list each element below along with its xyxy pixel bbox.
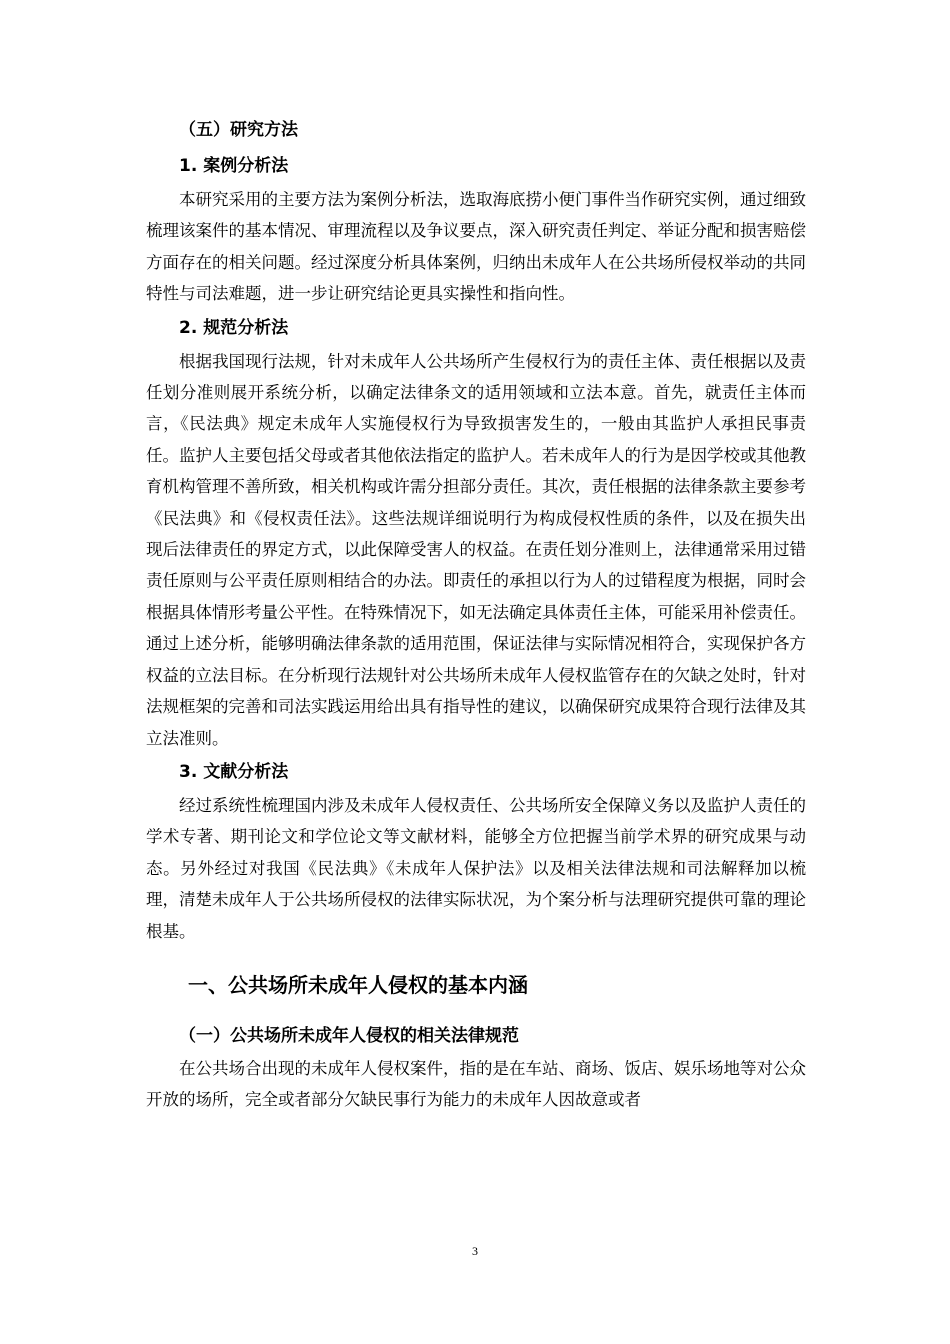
method-heading-literature-analysis: 3. 文献分析法 — [179, 761, 289, 782]
paragraph-normative-analysis: 根据我国现行法规，针对未成年人公共场所产生侵权行为的责任主体、责任根据以及责任划分准则展开系统分析，以确定法律条文的适用领域和立法本意。首先，就责任主体而言，《民法典》规定未成年人实施侵权行为导致损害发生的，一般由其监护人承担民事责任。监护人主要包括父母或者其他依法指定的监护人。若未成年人的行为是因学校或其他教育机构管理不善所致，相关机构或许需分担部分责任。其次，责任根据的法律条款主要参考《民法典》和《侵权责任法》。这些法规详细说明行为构成侵权性质的条件，以及在损失出现后法律责任的界定方式，以此保障受害人的权益。在责任划分准则上，法律通常采用过错责任原则与公平责任原则相结合的办法。即责任的承担以行为人的过错程度为根据，同时会根据具体情形考量公平性。在特殊情况下，如无法确定具体责任主体，可能采用补偿责任。通过上述分析，能够明确法律条款的适用范围，保证法律与实际情况相符合，实现保护各方权益的立法目标。在分析现行法规针对公共场所未成年人侵权监管存在的欠缺之处时，针对法规框架的完善和司法实践运用给出具有指导性的建议，以确保研究成果符合现行法律及其立法准则。 — [146, 351, 806, 748]
method-heading-case-analysis: 1. 案例分析法 — [179, 156, 289, 176]
subsection-heading-legal-norms: （一）公共场所未成年人侵权的相关法律规范 — [179, 1025, 519, 1046]
section-heading-research-methods: （五）研究方法 — [179, 120, 298, 140]
page-number: 3 — [472, 1244, 478, 1258]
chapter-heading: 一、公共场所未成年人侵权的基本内涵 — [188, 972, 528, 997]
paragraph-literature-analysis: 经过系统性梳理国内涉及未成年人侵权责任、公共场所安全保障义务以及监护人责任的学术专著、期刊论文和学位论文等文献材料，能够全方位把握当前学术界的研究成果与动态。另外经过对我国《民法典》《未成年人保护法》以及相关法律法规和司法解释加以梳理，清楚未成年人于公共场所侵权的法律实际状况，为个案分析与法理研究提供可靠的理论根基。 — [146, 795, 806, 941]
paragraph-case-analysis: 本研究采用的主要方法为案例分析法，选取海底捞小便门事件当作研究实例，通过细致梳理该案件的基本情况、审理流程以及争议要点，深入研究责任判定、举证分配和损害赔偿方面存在的相关问题。经过深度分析具体案例，归纳出未成年人在公共场所侵权举动的共同特性与司法难题，进一步让研究结论更具实操性和指向性。 — [146, 190, 806, 304]
page-body — [146, 112, 806, 1116]
method-heading-normative-analysis: 2. 规范分析法 — [179, 317, 289, 338]
paragraph-legal-norms: 在公共场合出现的未成年人侵权案件，指的是在车站、商场、饭店、娱乐场地等对公众开放的场所，完全或者部分欠缺民事行为能力的未成年人因故意或者 — [146, 1058, 806, 1110]
